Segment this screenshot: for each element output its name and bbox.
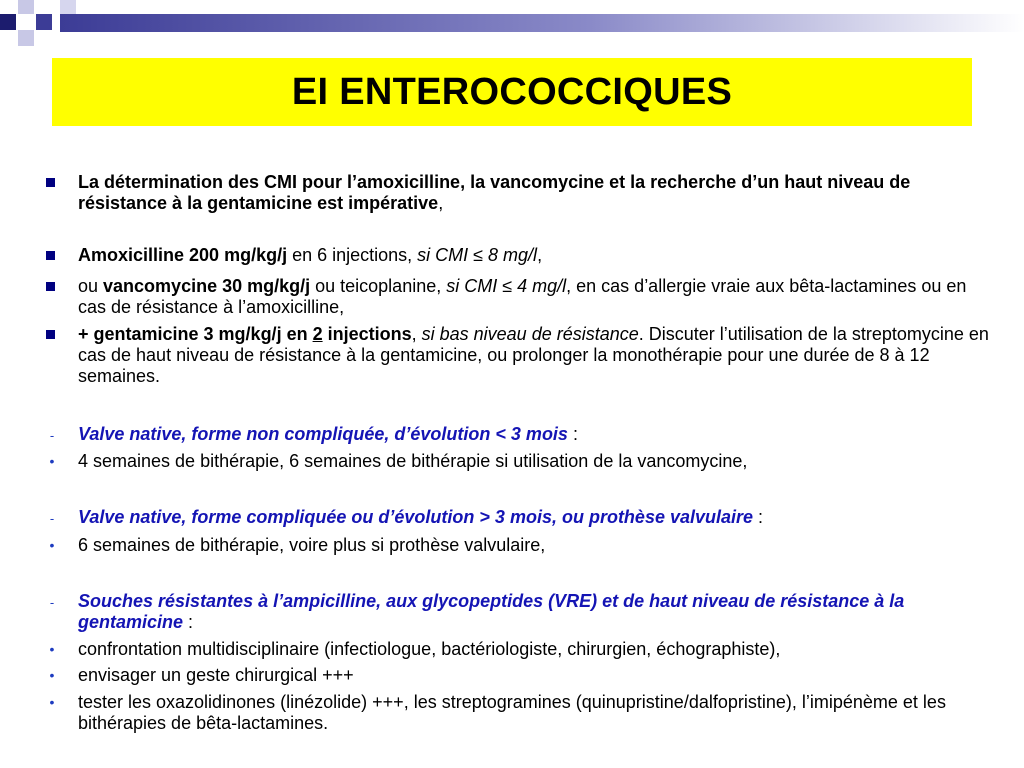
list-item-text: 6 semaines de bithérapie, voire plus si prothèse valvulaire, xyxy=(78,535,546,555)
bullet-text-italic: si CMI ≤ 8 mg/l xyxy=(417,245,538,265)
list-item xyxy=(49,692,996,734)
bullet-vancomycine xyxy=(78,276,996,318)
section-heading-non-compliquee xyxy=(49,424,996,445)
dot-bullet-icon: • xyxy=(49,537,55,553)
dash-bullet-icon: - xyxy=(49,511,55,526)
section-heading-text: Valve native, forme non compliquée, d’évolution < 3 mois xyxy=(78,424,568,444)
list-item xyxy=(49,665,996,686)
dash-bullet-icon: - xyxy=(49,428,55,443)
list-item xyxy=(49,535,996,556)
section-heading-text: Valve native, forme compliquée ou d’évolution > 3 mois, ou prothèse valvulaire xyxy=(78,507,754,527)
bullet-text: , xyxy=(411,324,422,344)
section-heading-colon: : xyxy=(753,507,764,527)
deco-square xyxy=(18,0,34,14)
dot-bullet-icon: • xyxy=(49,694,55,710)
bullet-gentamicine xyxy=(78,324,996,387)
bullet-text: , en cas d’allergie vraie aux bêta-lactamines ou en cas de résistance à l’amoxicilline, xyxy=(78,276,967,317)
bullet-text-italic: si bas niveau de résistance xyxy=(421,324,639,344)
list-item-text: tester les oxazolidinones (linézolide) +++, les streptogramines (quinupristine/dalfopristine), l’imipénème et les bithérapies de bêta-lactamines. xyxy=(78,692,946,733)
square-bullet-icon xyxy=(46,282,55,291)
deco-square xyxy=(36,14,52,30)
bullet-text-italic: si CMI ≤ 4 mg/l xyxy=(446,276,567,296)
section-heading-colon: : xyxy=(183,612,194,632)
bullet-text: ou xyxy=(78,276,104,296)
title-banner xyxy=(52,58,972,126)
square-bullet-icon xyxy=(46,330,55,339)
header-decoration xyxy=(0,0,1024,48)
list-item xyxy=(49,451,996,472)
header-gradient-bar xyxy=(60,14,1024,32)
bullet-text-bold: La détermination des CMI pour l’amoxicilline, la vancomycine et la recherche d’un haut niveau de résistance à la gentamicine est impérative xyxy=(78,172,911,213)
list-item xyxy=(49,639,996,660)
bullet-text-bold: vancomycine 30 mg/kg/j xyxy=(103,276,311,296)
deco-square xyxy=(60,0,76,14)
deco-square xyxy=(18,30,34,46)
section-heading-text: Souches résistantes à l’ampicilline, aux glycopeptides (VRE) et de haut niveau de résistance à la gentamicine xyxy=(78,591,905,632)
deco-square xyxy=(0,14,16,30)
slide-title: EI ENTEROCOCCIQUES xyxy=(291,70,733,113)
bullet-text-bold: + gentamicine 3 mg/kg/j en xyxy=(78,324,313,344)
bullet-text: ou teicoplanine, xyxy=(310,276,447,296)
bullet-text-underlined: 2 xyxy=(312,324,323,344)
dot-bullet-icon: • xyxy=(49,667,55,683)
bullet-text: , xyxy=(438,193,444,213)
bullet-text: , xyxy=(537,245,543,265)
dot-bullet-icon: • xyxy=(49,453,55,469)
bullet-text: en 6 injections, xyxy=(287,245,418,265)
section-heading-compliquee xyxy=(49,507,996,528)
bullet-amoxicilline xyxy=(78,245,996,266)
bullet-text: . Discuter l’utilisation de la streptomycine en cas de haut niveau de résistance à la gentamicine, ou prolonger la monothérapie pour une durée de 8 à 12 semaines. xyxy=(78,324,989,386)
square-bullet-icon xyxy=(46,251,55,260)
dot-bullet-icon: • xyxy=(49,641,55,657)
list-item-text: envisager un geste chirurgical +++ xyxy=(78,665,354,685)
bullet-text-bold: Amoxicilline 200 mg/kg/j xyxy=(78,245,288,265)
section-heading-souches-resistantes xyxy=(49,591,996,633)
dash-bullet-icon: - xyxy=(49,595,55,610)
section-heading-colon: : xyxy=(567,424,578,444)
bullet-cmi xyxy=(78,172,996,214)
list-item-text: 4 semaines de bithérapie, 6 semaines de bithérapie si utilisation de la vancomycine, xyxy=(78,451,748,471)
list-item-text: confrontation multidisciplinaire (infectiologue, bactériologiste, chirurgien, échographiste), xyxy=(78,639,781,659)
bullet-text-bold: injections xyxy=(322,324,412,344)
square-bullet-icon xyxy=(46,178,55,187)
